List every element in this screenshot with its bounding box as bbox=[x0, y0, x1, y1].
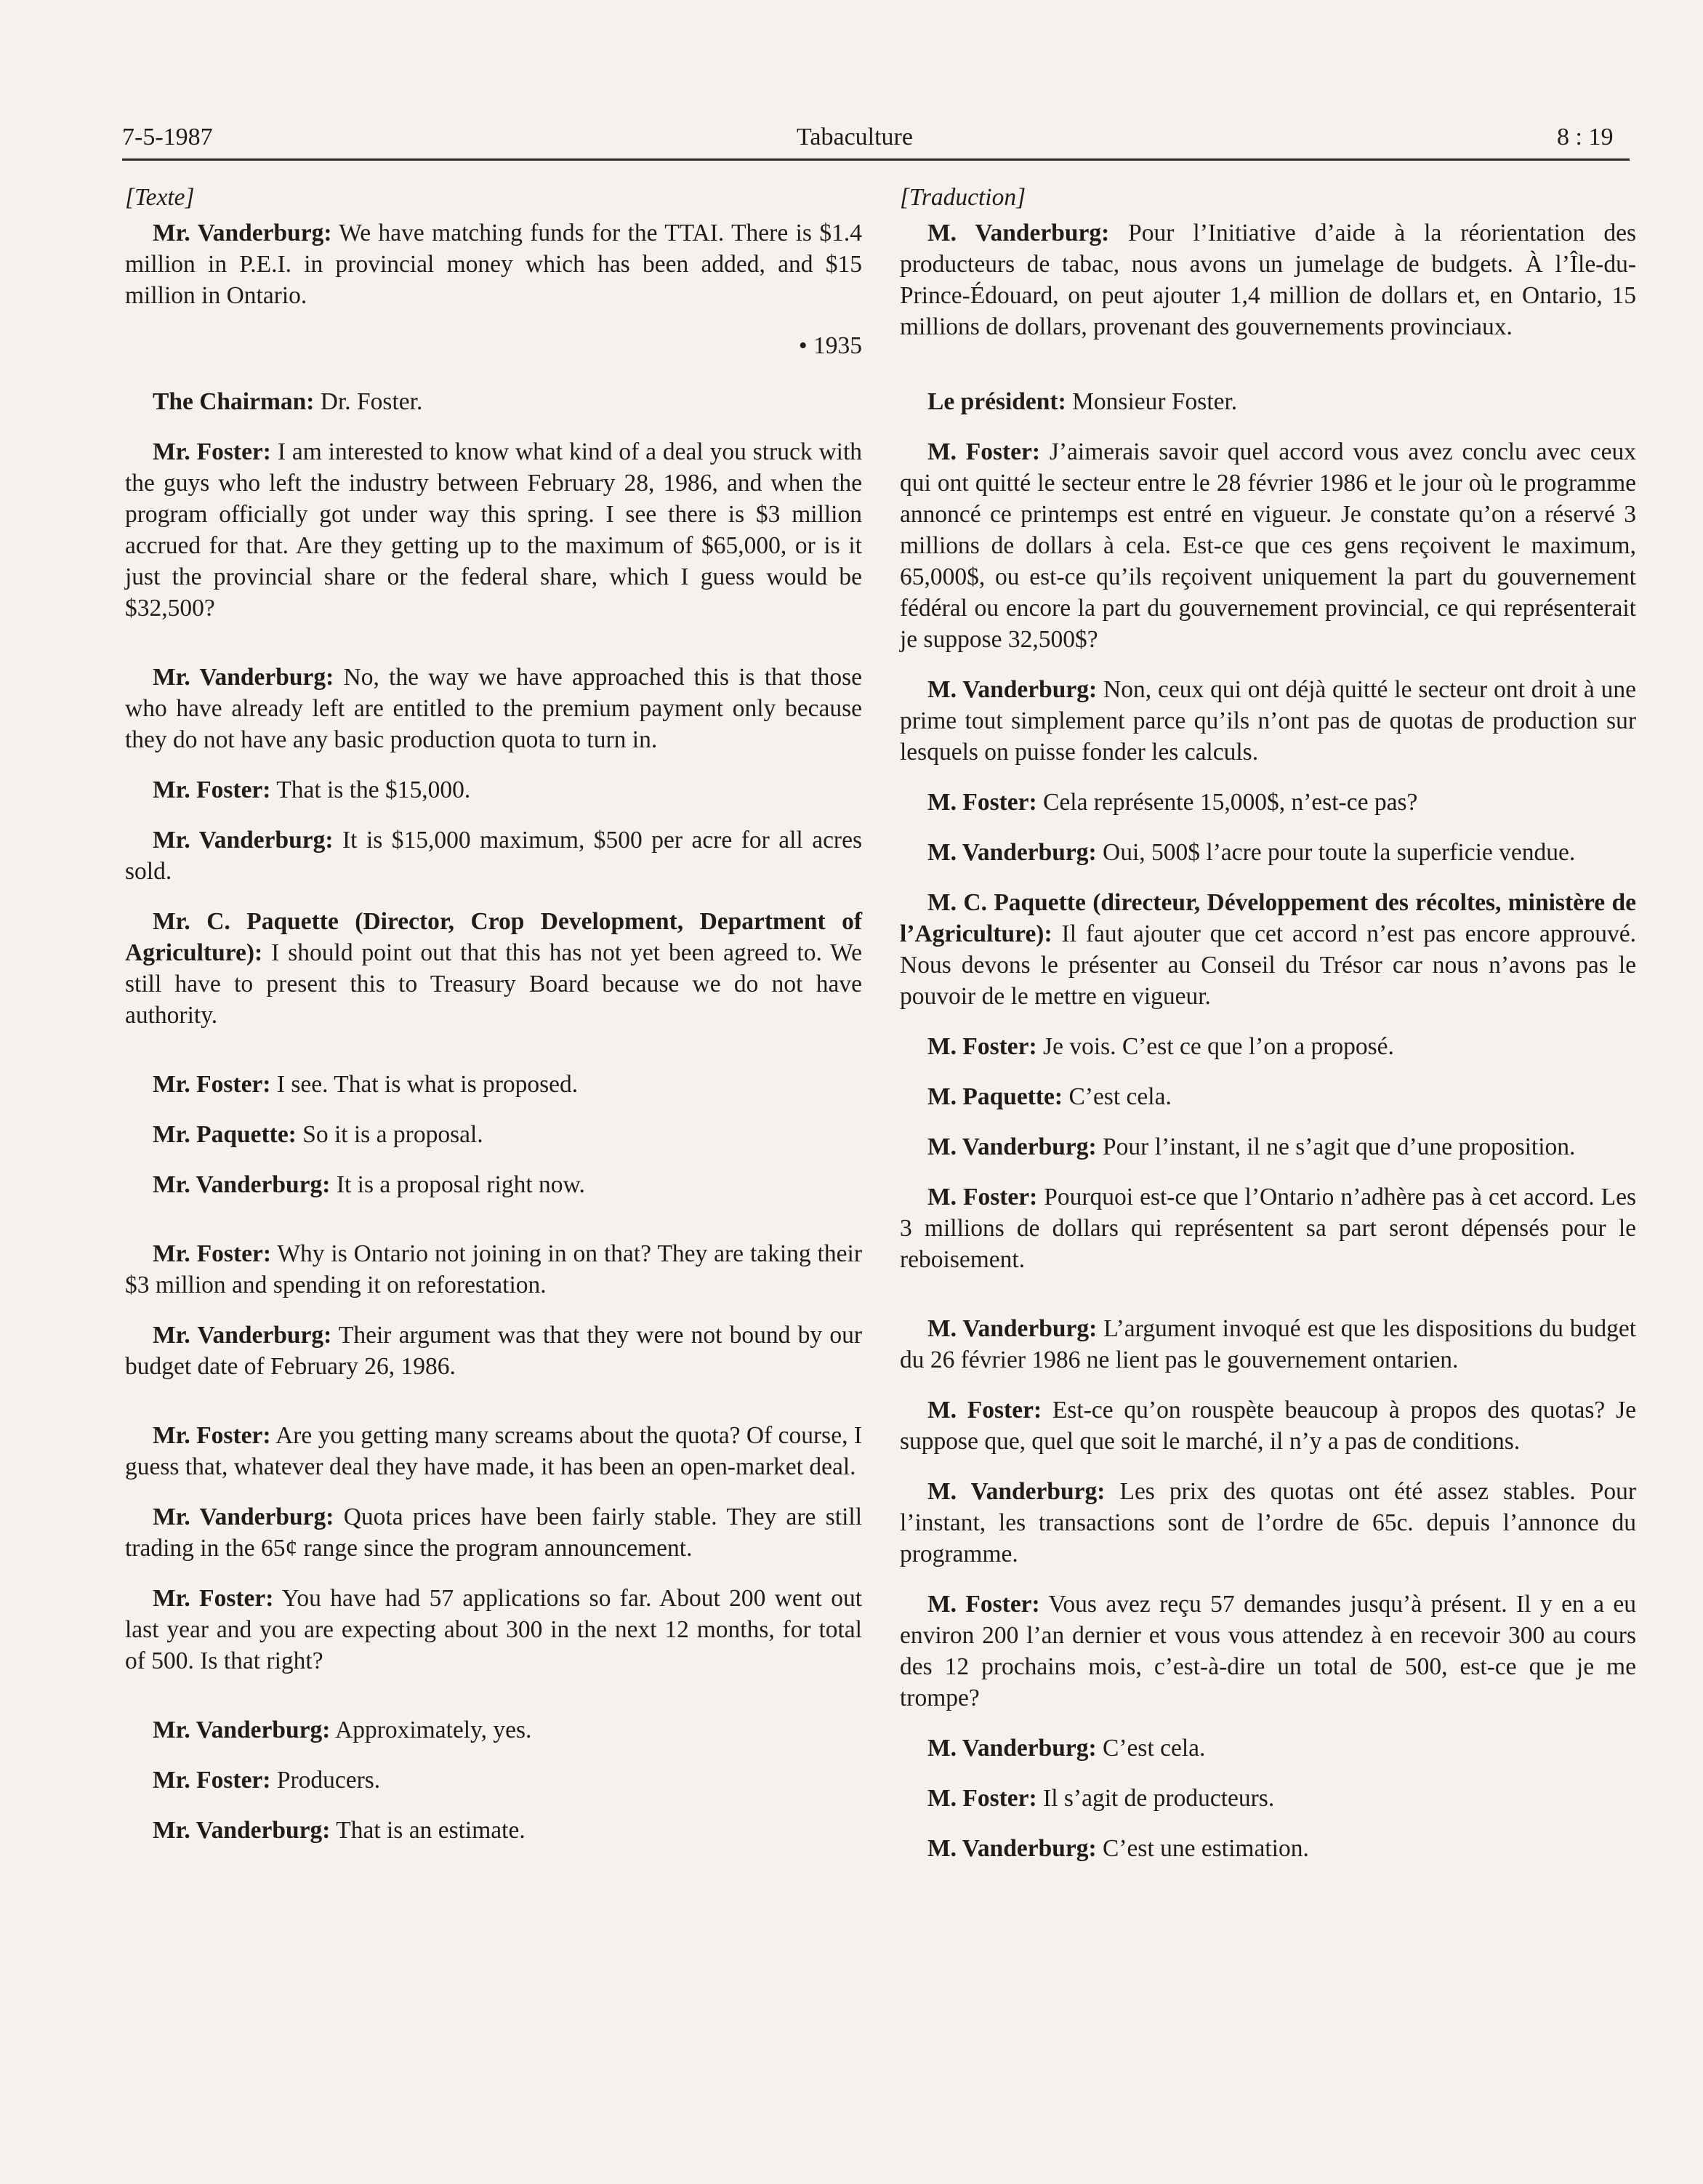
column-label-english: [Texte] bbox=[125, 184, 195, 211]
transcript-paragraph bbox=[125, 1320, 862, 1382]
speech-text: Why is Ontario not joining in on that? They are taking their $3 million and spending it on reforestation. bbox=[125, 1240, 863, 1298]
speech-text: Je vois. C’est ce que l’on a proposé. bbox=[1036, 1033, 1394, 1060]
speaker-name: Mr. Foster: bbox=[153, 1767, 271, 1794]
speaker-name: Mr. Paquette: bbox=[153, 1121, 297, 1148]
english-column bbox=[125, 182, 862, 1865]
transcript-paragraph bbox=[125, 1815, 862, 1846]
speech-text: Pour l’Initiative d’aide à la réorientation des producteurs de tabac, nous avons un jumelage de budgets. À l’Île-du-Prince-Édouard, on peut ajouter 1,4 million de dollars et, en Ontario, 15 millions de dollars, provenant des gouvernements provinciaux. bbox=[900, 220, 1636, 340]
transcript-paragraph bbox=[125, 1169, 862, 1200]
speaker-name: M. C. Paquette (directeur, Développement des récoltes, ministère de l’Agriculture): bbox=[900, 889, 1636, 947]
speaker-name: M. Vanderburg: bbox=[927, 1133, 1097, 1160]
transcript-paragraph bbox=[125, 386, 862, 417]
speaker-name: Mr. Vanderburg: bbox=[153, 827, 334, 854]
speech-text: I see. That is what is proposed. bbox=[270, 1071, 579, 1098]
speech-text: C’est cela. bbox=[1063, 1083, 1172, 1110]
speaker-name: M. Foster: bbox=[927, 789, 1037, 816]
transcript-paragraph bbox=[125, 1119, 862, 1150]
transcript-paragraph bbox=[900, 887, 1636, 1012]
transcript-paragraph bbox=[900, 1081, 1636, 1112]
timestamp-marker: • 1935 bbox=[798, 332, 862, 359]
speaker-name: M. Vanderburg: bbox=[927, 1835, 1097, 1862]
speaker-name: The Chairman: bbox=[153, 388, 315, 415]
speech-text: Les prix des quotas ont été assez stables. Pour l’instant, les transactions sont de l’ordre de 65c. depuis l’annonce du programme. bbox=[900, 1478, 1637, 1567]
speech-text: Pourquoi est-ce que l’Ontario n’adhère pas à cet accord. Les 3 millions de dollars qui représentent sa part seront dépensés pour le reboisement. bbox=[900, 1184, 1636, 1273]
transcript-paragraph bbox=[125, 1501, 862, 1564]
speech-text: L’argument invoqué est que les dispositions du budget du 26 février 1986 ne lient pas le gouvernement ontarien. bbox=[900, 1315, 1637, 1373]
speaker-name: Mr. Foster: bbox=[153, 1585, 274, 1612]
speaker-name: Le président: bbox=[927, 388, 1066, 415]
transcript-paragraph bbox=[900, 1589, 1636, 1714]
speech-text: That is an estimate. bbox=[330, 1817, 526, 1844]
transcript-paragraph bbox=[900, 1313, 1636, 1376]
transcript-paragraph bbox=[900, 436, 1636, 655]
speaker-name: Mr. Vanderburg: bbox=[153, 1817, 331, 1844]
header-title: Tabaculture bbox=[797, 124, 913, 150]
transcript-paragraph bbox=[125, 774, 862, 806]
speaker-name: Mr. C. Paquette (Director, Crop Development, Department of Agriculture): bbox=[125, 908, 862, 966]
speech-text: Il faut ajouter que cet accord n’est pas encore approuvé. Nous devons le présenter au Conseil du Trésor car nous n’avons pas le pouvoir de le mettre en vigueur. bbox=[900, 920, 1636, 1010]
speech-text: Il s’agit de producteurs. bbox=[1036, 1785, 1275, 1812]
speech-text: Quota prices have been fairly stable. They are still trading in the 65¢ range since the program announcement. bbox=[125, 1503, 862, 1562]
speech-text: Are you getting many screams about the quota? Of course, I guess that, whatever deal they have made, it has been an open-market deal. bbox=[125, 1422, 863, 1480]
transcript-paragraph bbox=[900, 386, 1636, 417]
transcript-paragraph bbox=[125, 436, 862, 624]
speaker-name: M. Foster: bbox=[927, 438, 1041, 465]
speaker-name: Mr. Foster: bbox=[153, 1240, 272, 1267]
transcript-paragraph bbox=[125, 1765, 862, 1796]
header-divider bbox=[122, 158, 1630, 161]
transcript-paragraph bbox=[125, 662, 862, 755]
speaker-name: Mr. Foster: bbox=[153, 438, 271, 465]
speech-text: Non, ceux qui ont déjà quitté le secteur ont droit à une prime tout simplement parce qu’ils n’ont pas de quotas de production sur lesquels on puisse fonder les calculs. bbox=[900, 676, 1636, 766]
speaker-name: Mr. Foster: bbox=[153, 1422, 271, 1449]
speaker-name: Mr. Vanderburg: bbox=[153, 220, 332, 246]
transcript-paragraph bbox=[125, 824, 862, 887]
speaker-name: Mr. Foster: bbox=[153, 776, 271, 803]
header-date: 7-5-1987 bbox=[122, 124, 213, 150]
speaker-name: M. Foster: bbox=[927, 1785, 1037, 1812]
speech-text: It is $15,000 maximum, $500 per acre for all acres sold. bbox=[125, 827, 862, 885]
transcript-paragraph bbox=[900, 1394, 1636, 1457]
speech-text: Dr. Foster. bbox=[314, 388, 423, 415]
speech-text: Pour l’instant, il ne s’agit que d’une proposition. bbox=[1096, 1133, 1576, 1160]
speech-text: I am interested to know what kind of a deal you struck with the guys who left the industry between February 28, 1986, and when the program officially got under way this spring. I see there is $3 million accrued for that. Are they getting up to the maximum of $65,000, or is it just the provincial share or the federal share, which I guess would be $32,500? bbox=[125, 438, 862, 622]
transcript-paragraph bbox=[900, 1733, 1636, 1764]
header-page-number: 8 : 19 bbox=[1557, 124, 1614, 150]
speech-text: So it is a proposal. bbox=[296, 1121, 483, 1148]
transcript-paragraph bbox=[125, 1583, 862, 1677]
speaker-name: M. Foster: bbox=[927, 1184, 1038, 1211]
speech-text: Producers. bbox=[270, 1767, 381, 1794]
speaker-name: M. Foster: bbox=[927, 1397, 1042, 1424]
speaker-name: Mr. Vanderburg: bbox=[153, 664, 334, 691]
speaker-name: M. Vanderburg: bbox=[927, 839, 1097, 866]
transcript-paragraph bbox=[900, 1833, 1636, 1864]
transcript-paragraph bbox=[125, 1420, 862, 1482]
speaker-name: M. Foster: bbox=[927, 1591, 1040, 1618]
speech-text: Approximately, yes. bbox=[330, 1717, 532, 1743]
speaker-name: Mr. Vanderburg: bbox=[153, 1717, 331, 1743]
column-label-french: [Traduction] bbox=[900, 184, 1026, 211]
speech-text: That is the $15,000. bbox=[270, 776, 471, 803]
transcript-paragraph bbox=[900, 217, 1636, 342]
speech-text: I should point out that this has not yet been agreed to. We still have to present this to Treasury Board because we do not have authority. bbox=[125, 939, 862, 1029]
speech-text: Monsieur Foster. bbox=[1066, 388, 1238, 415]
transcript-paragraph bbox=[900, 787, 1636, 818]
speaker-name: M. Vanderburg: bbox=[927, 220, 1110, 246]
transcript-paragraph bbox=[900, 1031, 1636, 1062]
transcript-paragraph bbox=[900, 1783, 1636, 1814]
transcript-paragraph bbox=[125, 1714, 862, 1746]
speech-text: C’est cela. bbox=[1096, 1735, 1206, 1762]
transcript-paragraph bbox=[125, 906, 862, 1031]
speaker-name: M. Vanderburg: bbox=[927, 1735, 1097, 1762]
speech-text: Vous avez reçu 57 demandes jusqu’à présent. Il y en a eu environ 200 l’an dernier et vous vous attendez à en recevoir 300 au cours des 12 prochains mois, c’est-à-dire un total de 500, est-ce que je me trompe? bbox=[900, 1591, 1637, 1711]
transcript-paragraph bbox=[900, 1476, 1636, 1570]
speech-text: Cela représente 15,000$, n’est-ce pas? bbox=[1036, 789, 1418, 816]
speech-text: Est-ce qu’on rouspète beaucoup à propos des quotas? Je suppose que, quel que soit le marché, il n’y a pas de conditions. bbox=[900, 1397, 1637, 1455]
transcript-paragraph bbox=[900, 1131, 1636, 1163]
transcript-paragraph bbox=[900, 837, 1636, 868]
speaker-name: M. Vanderburg: bbox=[927, 676, 1098, 703]
transcript-paragraph bbox=[125, 1069, 862, 1100]
speaker-name: Mr. Vanderburg: bbox=[153, 1503, 334, 1530]
speaker-name: M. Vanderburg: bbox=[927, 1315, 1098, 1342]
speech-text: It is a proposal right now. bbox=[330, 1171, 585, 1198]
speech-text: No, the way we have approached this is that those who have already left are entitled to the premium payment only because they do not have any basic production quota to turn in. bbox=[125, 664, 862, 753]
speech-text: J’aimerais savoir quel accord vous avez conclu avec ceux qui ont quitté le secteur entre le 28 février 1986 et le jour où le programme annoncé ce printemps est entré en vigueur. Je constate qu’on a réservé 3 millions de dollars à cela. Est-ce que ces gens reçoivent le maximum, 65,000$, ou est-ce qu’ils reçoivent uniquement la part du gouvernement fédéral ou encore la part du gouvernement provincial, ce qui représenterait je suppose 32,500$? bbox=[900, 438, 1636, 653]
transcript-paragraph bbox=[125, 1238, 862, 1301]
speaker-name: Mr. Vanderburg: bbox=[153, 1171, 331, 1198]
speaker-name: Mr. Foster: bbox=[153, 1071, 271, 1098]
speech-text: Their argument was that they were not bound by our budget date of February 26, 1986. bbox=[125, 1322, 862, 1380]
speaker-name: M. Vanderburg: bbox=[927, 1478, 1106, 1505]
speech-text: You have had 57 applications so far. About 200 went out last year and you are expecting about 300 in the next 12 months, for total of 500. Is that right? bbox=[125, 1585, 862, 1674]
speaker-name: M. Foster: bbox=[927, 1033, 1037, 1060]
speaker-name: M. Paquette: bbox=[927, 1083, 1063, 1110]
speech-text: We have matching funds for the TTAI. There is $1.4 million in P.E.I. in provincial money which has been added, and $15 million in Ontario. bbox=[125, 220, 862, 309]
french-column bbox=[900, 182, 1636, 1883]
speech-text: C’est une estimation. bbox=[1096, 1835, 1309, 1862]
speech-text: Oui, 500$ l’acre pour toute la superficie vendue. bbox=[1096, 839, 1576, 866]
transcript-paragraph bbox=[900, 1181, 1636, 1275]
transcript-paragraph bbox=[125, 217, 862, 311]
speaker-name: Mr. Vanderburg: bbox=[153, 1322, 332, 1349]
transcript-paragraph bbox=[900, 674, 1636, 768]
